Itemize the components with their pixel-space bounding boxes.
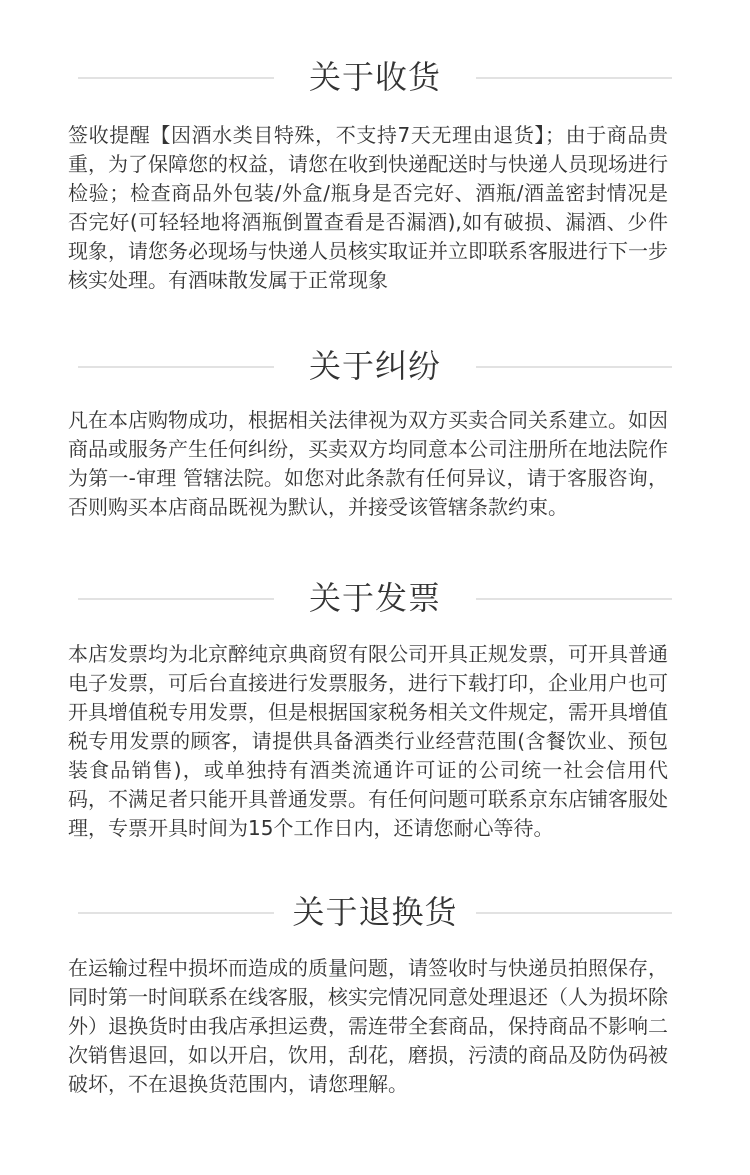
section-heading — [0, 890, 750, 934]
section-invoice — [0, 576, 750, 840]
section-title: 关于退换货 — [282, 893, 467, 931]
section-body: 本店发票均为北京醉纯京典商贸有限公司开具正规发票，可开具普通电子发票，可后台直接进行发票服务，进行下载打印，企业用户也可开具增值税专用发票，但是根据国家税务相关文件规定，需开具增值税专用发票的顾客，请提供具备酒类行业经营范围(含餐饮业、预包装食品销售)，或单独持有酒类流通许可证的公司统一社会信用代码，不满足者只能开具普通发票。有任何问题可联系京东店铺客服处理，专票开具时间为15个工作日内，还请您耐心等待。 — [68, 642, 668, 840]
section-body: 签收提醒【因酒水类目特殊，不支持7天无理由退货】；由于商品贵重，为了保障您的权益，请您在收到快递配送时与快递人员现场进行检验；检查商品外包装/外盒/瓶身是否完好、酒瓶/酒盖密封情况是否完好(可轻轻地将酒瓶倒置查看是否漏酒),如有破损、漏酒、少件现象，请您务必现场与快递人员核实取证并立即联系客服进行下一步核实处理。有酒味散发属于正常现象 — [68, 123, 668, 292]
section-heading — [0, 576, 750, 620]
section-title: 关于收货 — [299, 58, 451, 96]
section-heading — [0, 344, 750, 388]
section-body: 在运输过程中损坏而造成的质量问题，请签收时与快递员拍照保存，同时第一时间联系在线客服，核实完情况同意处理退还（人为损坏除外）退换货时由我店承担运费，需连带全套商品，保持商品不影响二次销售退回，如以开启，饮用，刮花，磨损，污渍的商品及防伪码被破坏，不在退换货范围内，请您理解。 — [68, 956, 668, 1096]
section-returns — [0, 890, 750, 1096]
section-body: 凡在本店购物成功，根据相关法律视为双方买卖合同关系建立。如因商品或服务产生任何纠纷，买卖双方均同意本公司注册所在地法院作为第一-审理 管辖法院。如您对此条款有任何异议，请于客服咨询，否则购买本店商品既视为默认，并接受该管辖条款约束。 — [68, 408, 668, 519]
section-disputes — [0, 344, 750, 519]
section-receiving — [0, 55, 750, 292]
section-title: 关于纠纷 — [299, 347, 451, 385]
section-heading — [0, 55, 750, 99]
section-title: 关于发票 — [299, 579, 451, 617]
